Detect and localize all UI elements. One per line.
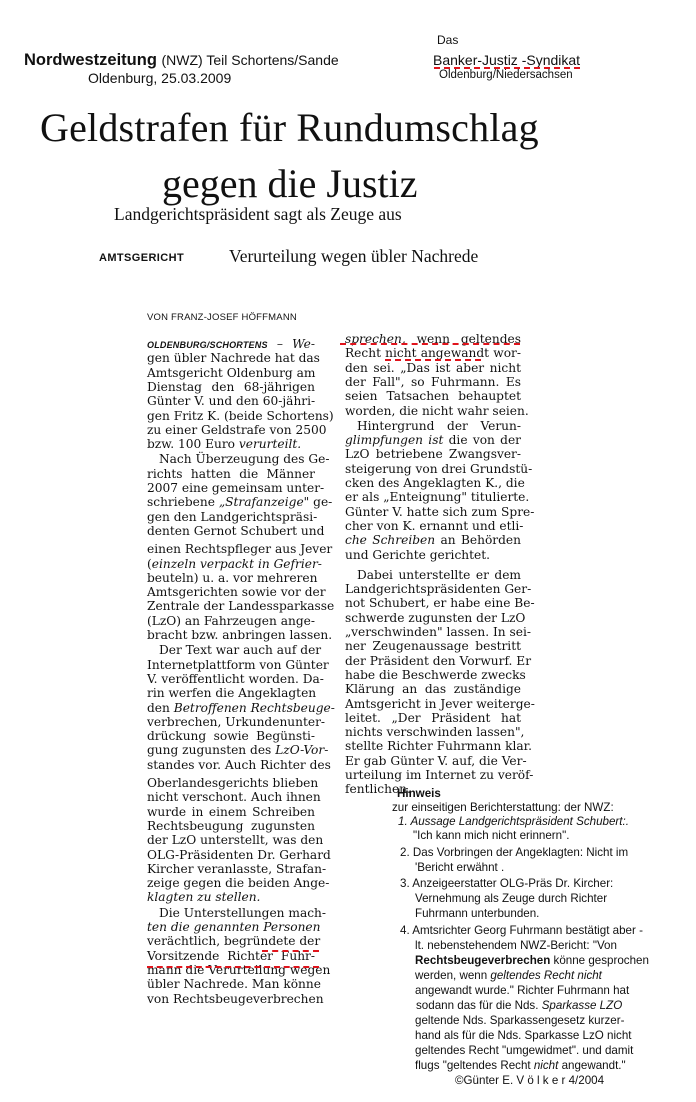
note-italic: nicht (533, 1059, 559, 1072)
article-line: nicht verschont. Auch ihnen (147, 790, 321, 805)
article-line: Zentrale der Landessparkasse (147, 599, 335, 614)
syndicate-name: Banker-Justiz -Syndikat (433, 52, 581, 68)
article-line: Dienstag den 68-jährigen (147, 379, 315, 394)
article-line: nichts verschwinden lassen", (345, 725, 525, 740)
article-line: rin werfen die Angeklagten (147, 686, 317, 701)
note-italic: Sparkasse LZO (541, 999, 623, 1012)
newspaper-name: Nordwestzeitung (24, 51, 157, 69)
article-line: (LzO) an Fahrzeugen ange- (147, 613, 315, 628)
article-line: habe die Beschwerde zwecks (345, 667, 526, 682)
syndicate-line1: Das (437, 33, 459, 47)
article-line: Der Text war auch auf der (159, 643, 322, 658)
article-line: Internetplattform von Günter (147, 657, 329, 672)
note-item-3-cont2: Fuhrmann unterbunden. (415, 907, 540, 920)
article-line: gen Fritz K. (beide Schortens) (147, 408, 334, 423)
article-line: „verschwinden" lassen. In sei- (345, 625, 531, 639)
article-line: fentlichen. (345, 782, 411, 797)
note-item-4-cont: geltende Nds. Sparkassengesetz kurzer- (415, 1014, 625, 1027)
article-line: Rechtsbeugung zugunsten (147, 818, 315, 833)
note-item-4-cont: geltendes Recht "umgewidmet". und damit (415, 1044, 634, 1057)
article-line: Amtsgericht in Jever weiterge- (345, 696, 535, 711)
article-line: urteilung im Internet zu veröf- (345, 768, 534, 782)
article-line: Die Unterstellungen mach- (159, 905, 327, 920)
article-text: – We- (267, 337, 315, 351)
article-line: drückung sowie Begünsti- (147, 729, 315, 744)
article-line: richts hatten die Männer (147, 466, 315, 481)
note-item-1-quote: "Ich kann mich nicht erinnern". (413, 829, 570, 842)
red-dashed-underline (340, 343, 520, 345)
headline-line2: gegen die Justiz (162, 161, 418, 206)
note-item-4: 4. Amtsrichter Georg Fuhrmann bestätigt aber - (400, 924, 643, 937)
note-italic: geltendes Recht nicht (490, 969, 602, 982)
note-item-4-cont (415, 969, 602, 984)
article-line: OLG-Präsidenten Dr. Gerhard (147, 847, 331, 862)
article-line: Klärung an das zuständige (345, 682, 521, 697)
article-line: den sei. „Das ist aber nicht (345, 360, 521, 375)
newspaper-masthead (24, 51, 339, 70)
note-item-1: 1. Aussage Landgerichtspräsident Schubert:. (398, 815, 629, 828)
article-line: verbrechen, Urkundenunter- (147, 714, 326, 729)
article-line: Amtsgerichten sowie vor der (147, 585, 326, 600)
red-dashed-underline (385, 359, 481, 361)
article-line: cken des Angeklagten K., die (345, 476, 525, 490)
article-line: mann die Verurteilung wegen (147, 962, 331, 977)
article-line: che Schreiben an Behörden (345, 533, 521, 548)
article-line: zu einer Geldstrafe von 2500 (147, 422, 327, 437)
article-line: Kircher veranlasste, Strafan- (147, 861, 327, 876)
article-line: bzw. 100 Euro verurteilt. (147, 437, 302, 452)
place-date: Oldenburg, 25.03.2009 (88, 70, 232, 86)
article-line: Günter V. und den 60-jähri- (147, 394, 316, 409)
article-line: gung zugunsten des LzO-Vor- (147, 743, 329, 758)
article-line: Recht nicht angewandt wor- (345, 346, 521, 361)
note-item-4-cont (415, 1059, 626, 1074)
note-intro: zur einseitigen Berichterstattung: der NWZ: (392, 801, 614, 814)
article-line: zeige gegen die beiden Ange- (147, 876, 330, 891)
article-line: steigerung von drei Grundstü- (345, 461, 533, 476)
article-line: schwerde zugunsten der LzO (345, 610, 526, 625)
article-line: V. veröffentlicht worden. Da- (147, 671, 324, 686)
article-line: Vorsitzende Richter Fuhr- (147, 948, 315, 963)
byline: VON FRANZ-JOSEF HÖFFMANN (147, 312, 297, 323)
article-line: LzO betriebene Zwangsver- (345, 447, 521, 462)
article-line: gen übler Nachrede hat das (147, 351, 320, 366)
newspaper-edition: (NWZ) Teil Schortens/Sande (161, 52, 339, 68)
article-line: Dabei unterstellte er dem (357, 567, 521, 582)
note-item-4-cont: angewandt wurde." Richter Fuhrmann hat (415, 984, 630, 997)
article-line: wurde in einem Schreiben (147, 804, 315, 819)
article-line: leitet. „Der Präsident hat (345, 710, 521, 725)
article-line: der LzO unterstellt, was den (147, 833, 324, 848)
note-item-2-cont: 'Bericht erwähnt . (415, 861, 505, 874)
dateline: OLDENBURG/SCHORTENS (147, 340, 268, 350)
note-item-3-cont1: Vernehmung als Zeuge durch Richter (415, 892, 608, 905)
subheadline: Landgerichtspräsident sagt als Zeuge aus (114, 204, 402, 224)
article-line: Günter V. hatte sich zum Spre- (345, 504, 535, 519)
note-text: angewandt." (558, 1059, 626, 1072)
article-line: er als „Enteignung" titulierte. (345, 490, 530, 505)
article-line: glimpfungen ist die von der (345, 433, 522, 448)
article-line: cher von K. ernannt und etli- (345, 518, 524, 533)
article-line: der Fall", so Fuhrmann. Es (345, 374, 521, 389)
article-line: not Schubert, er habe eine Be- (345, 596, 535, 611)
headline-line1: Geldstrafen für Rundumschlag (40, 105, 539, 150)
syndicate-place: Oldenburg/Niedersachsen (439, 69, 573, 81)
article-line: übler Nachrede. Man könne (147, 977, 321, 992)
article-line: Er gab Günter V. auf, die Ver- (345, 753, 527, 768)
article-line: 2007 eine gemeinsam unter- (147, 481, 325, 495)
article-line: der Präsident den Vorwurf. Er (345, 653, 532, 668)
article-line: Oberlandesgerichts blieben (147, 776, 319, 790)
article-line: worden, die nicht wahr seien. (345, 403, 529, 418)
article-line: bracht bzw. anbringen lassen. (147, 628, 333, 642)
article-line: Nach Überzeugung des Ge- (159, 452, 330, 467)
article-line: klagten zu stellen. (147, 890, 261, 905)
red-dashed-underline (262, 950, 319, 952)
article-line: und Gerichte gerichtet. (345, 547, 491, 562)
article-line: denten Gernot Schubert und (147, 523, 325, 538)
note-text: flugs "geltendes Recht (415, 1059, 534, 1072)
article-line: sprechen, wenn geltendes (345, 332, 521, 346)
article-line: von Rechtsbeugeverbrechen (147, 991, 324, 1006)
article-line: Hintergrund der Verun- (357, 418, 521, 433)
copyright: ©Günter E. V ö l k e r 4/2004 (455, 1074, 605, 1087)
article-line: stellte Richter Fuhrmann klar. (345, 739, 532, 754)
note-item-4-cont: lt. nebenstehendem NWZ-Bericht: "Von (415, 939, 617, 952)
article-line: ten die genannten Personen (147, 920, 321, 934)
article-line: den Betroffenen Rechtsbeuge- (147, 700, 335, 715)
kicker-text: Verurteilung wegen übler Nachrede (229, 246, 479, 266)
article-line: gen den Landgerichtspräsi- (147, 509, 318, 524)
note-item-4-cont: hand als für die Nds. Sparkasse LzO nicht (415, 1029, 632, 1042)
note-bold-term: Rechtsbeugeverbrechen (415, 954, 551, 967)
note-text: sodann das für die Nds. (416, 999, 542, 1012)
note-item-4-cont (415, 954, 649, 969)
kicker-label: AMTSGERICHT (99, 252, 185, 264)
article-line: beuteln) u. a. vor mehreren (147, 570, 318, 585)
article-line: Landgerichtspräsidenten Ger- (345, 582, 532, 597)
note-item-3: 3. Anzeigeerstatter OLG-Präs Dr. Kircher: (400, 877, 614, 890)
article-line: standes vor. Auch Richter des (147, 757, 331, 772)
article-line: Amtsgericht Oldenburg am (147, 365, 316, 380)
note-item-4-cont (416, 999, 622, 1014)
article-line: verächtlich, begründete der (147, 934, 321, 949)
article-line: ner Zeugenaussage bestritt (345, 639, 521, 654)
note-text: werden, wenn (415, 969, 491, 982)
article-line: (einzeln verpackt in Gefrier- (147, 556, 322, 571)
article-line: seien Tatsachen behauptet (345, 389, 521, 404)
note-text: könne gesprochen (550, 954, 649, 967)
red-dashed-underline (147, 966, 319, 968)
article-line: einen Rechtspfleger aus Jever (147, 542, 333, 557)
note-title: Hinweis (397, 787, 441, 800)
article-lead-line (147, 337, 315, 352)
note-item-2: 2. Das Vorbringen der Angeklagten: Nicht im (400, 846, 629, 859)
article-line: schriebene „Strafanzeige" ge- (147, 495, 333, 510)
